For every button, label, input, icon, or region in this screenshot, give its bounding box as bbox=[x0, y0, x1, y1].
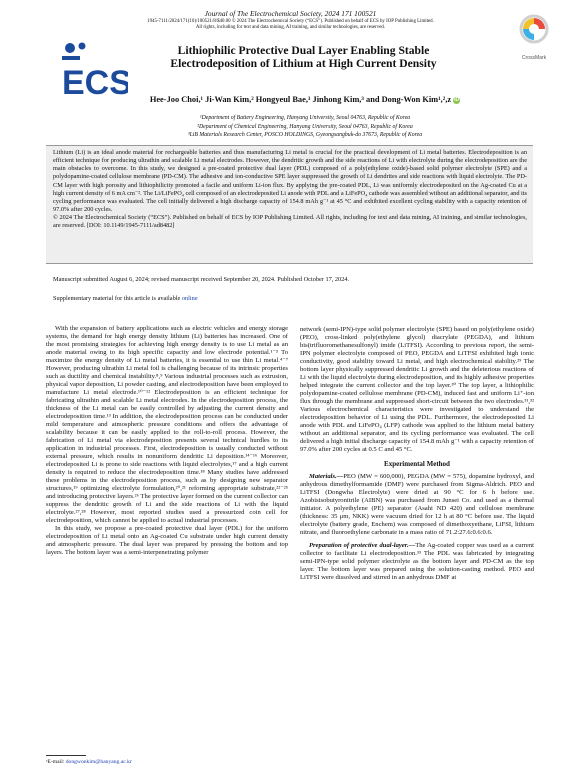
preparation-heading: Preparation of protective dual-layer.— bbox=[309, 542, 416, 550]
orcid-icon[interactable]: iD bbox=[454, 96, 460, 103]
rights-line-1: 1945-7111/2024/171(10)/100521/8/$40.00 © 2024 The Electrochemical Society (“ECS”). Published on behalf of ECS by IOP Publishing Limited. bbox=[147, 19, 434, 24]
intro-paragraph-2: In this study, we propose a pre-coated protective dual layer (PDL) for the uniform electrodeposition of Li metal onto an Ag-coated Cu substrate under high current density and atmospheric pressure. The dual layer was prepared by pressing the bottom and top layers. The bottom layer was a semi-interpenetrating polymer bbox=[46, 525, 288, 557]
author-list bbox=[120, 95, 490, 104]
crossmark-label: CrossMark bbox=[521, 55, 547, 61]
right-column bbox=[300, 326, 534, 582]
supplementary-note bbox=[53, 295, 527, 303]
intro-paragraph-1: With the expansion of battery applications such as electric vehicles and energy storage systems, the demand for high energy density lithium (Li) batteries has increased. One of the most promising strategies for achieving high energy density is to use Li metal as an anode material owing to its high specific capacity and low electrode potential.¹⁻³ To maximize the energy density of Li metal batteries, it is essential to use thin Li metal.⁴⁻⁷ However, producing ultrathin Li metal foil is challenging because of its intrinsic properties such as ductility and chemical instability.⁸,⁹ Various industrial processes such as extrusion, physical vapor deposition, Li powder casting, and electrodeposition have been employed to manufacture Li metal electrode.¹⁰⁻¹² Electrodeposition is an efficient technique for fabricating ultrathin and scalable Li metal electrodes. In the electrodeposition process, the thickness of the Li metal can be easily controlled by adjusting the current density and electrodeposition time.¹³ In addition, the electrodeposition process can be conducted under mild temperature and atmospheric pressure conditions and offers the advantage of scalability because it can be easily applied to the roll-to-roll process. However, the fabrication of Li metal via electrodeposition presents several technical hurdles to its application in industrial processes. First, electrodeposition is usually conducted without external pressure, which results in nonuniform dendritic Li deposition.¹⁴⁻¹⁶ Moreover, electrodeposited Li is prone to side reactions with liquid electrolytes,¹⁷ and a high current density is required to reduce the electrodeposition time.¹⁸ Many studies have addressed these problems in the electrodeposition process, such as by designing new separator structures,¹⁹ optimizing electrolyte formulation,²⁰,²¹ reforming appropriate substrate,²²⁻²⁵ and introducing protective layers.²⁶ The protective layer formed on the current collector can suppress the dendritic growth of Li and the side reactions of Li with the liquid electrolyte.²⁷,²⁸ However, most reported studies used a pressurized coin cell for electrodeposition, which cannot be applied to actual industrial processes. bbox=[46, 325, 288, 525]
materials-text: PEO (MW = 600,000), PEGDA (MW = 575), dopamine hydroxyl, and anhydrous dimethylformamide (DMF) were purchased from Sigma-Aldrich. PEO and LiTFSI (Dongwha Electrolyte) were dried at 90 °C for 6 h before use. Azobisisobutyronitrile (AIBN) was purchased from Junsei Co. and used as a thermal initiator. A polyethylene (PE) separator (Asahi ND 420) and cellulose membrane (thickness: 35 μm, NKK) were vacuum dried for 12 h at 80 °C before use. The liquid electrolyte (battery grade, Enchem) was composed of dimethoxyethane, LiFSI, lithium nitrate, and fluoroethylene carbonate in a mass ratio of 71.2:27.6:0.6:0.6. bbox=[300, 473, 534, 537]
left-column bbox=[46, 325, 288, 557]
rights-line-2: All rights, including for text and data mining, AI training, and similar technologies, are reserved. bbox=[195, 25, 386, 31]
affiliations bbox=[100, 114, 510, 140]
crossmark-icon bbox=[519, 14, 549, 50]
abstract bbox=[53, 149, 527, 230]
article-title bbox=[141, 45, 466, 70]
supplementary-link[interactable]: online bbox=[181, 295, 198, 302]
materials-paragraph bbox=[300, 473, 534, 537]
footnote-rule bbox=[46, 755, 86, 756]
preparation-text: The Ag-coated copper was used as a current collector to facilitate Li electrodeposition.³³ The PDL was fabricated by integrating semi-IPN-type solid polymer electrolyte as the bottom layer and PD-CM as the top layer. The bottom layer was prepared using the solution-casting method. PEO and LiTFSI were dissolved and stirred in an anhydrous DMF at bbox=[300, 542, 534, 582]
journal-line: Journal of The Electrochemical Society, 2024 171 100521 bbox=[204, 9, 377, 18]
rights-notice bbox=[0, 19, 581, 31]
affiliation-1: ¹Department of Battery Engineering, Hanyang University, Seoul 04763, Republic of Korea bbox=[199, 115, 411, 121]
intro-paragraph-3: network (semi-IPN)-type solid polymer electrolyte (SPE) based on poly(ethylene oxide) (PEO), cross-linked poly(ethylene glycol) diacrylate (PEGDA), and lithium bis(trifluoromethanesulfonyl) imide (LiTFSI). According to previous report, the semi-IPN polymer electrolyte composed of PEO, PEGDA and LiTFSI exhibited high ionic conductivity, good stability toward Li metal, and high electrochemical stability.²⁹ The bottom layer physically suppressed dendritic Li growth and the deleterious reactions of Li with the liquid electrolyte during electrodeposition, and its highly adhesive properties helped integrate the current collector and the top layer.³⁰ The top layer, a lithiophilic polydopamine-coated cellulose membrane (PD-CM), induced fast and uniform Li⁺-ion flux through the membrane and suppressed short-circuit between the two electrodes.³¹,³² Various electrochemical characteristics were investigated to understand the electrodeposition behavior of Li using the PDL. Furthermore, the electrodeposited Li anode with PDL and LiFePO₄ (LFP) cathode was applied to the lithium metal battery without an additional separator, and its cycling performance was evaluated. The cell delivered a high initial discharge capacity of 154.8 mAh g⁻¹ with a capacity retention of 97.0% after 200 cycles at 0.5 C and 45 °C. bbox=[300, 326, 534, 454]
email-link[interactable]: dongwonkim@hanyang.ac.kr bbox=[65, 759, 132, 765]
affiliation-3: ³LiB Materials Research Center, POSCO HOLDINGS, Gyeongsangbuk-do 37673, Republic of Korea bbox=[187, 132, 423, 139]
abstract-copyright: © 2024 The Electrochemical Society (“ECS”). Published on behalf of ECS by IOP Publishing Limited. All rights, including for text and data mining, AI training, and similar technologies, are reserved. [DOI: 10.1149/1945-7111/ad8482] bbox=[53, 214, 527, 230]
crossmark-badge[interactable] bbox=[516, 14, 552, 64]
ecs-logo-text: ECS bbox=[62, 64, 128, 102]
journal-citation bbox=[0, 10, 581, 19]
affiliation-2: ²Department of Chemical Engineering, Hanyang University, Seoul 04763, Republic of Korea bbox=[197, 123, 413, 130]
authors-text: Hee-Joo Choi,¹ Ji-Wan Kim,² Hongyeul Bae,³ Jinhong Kim,³ and Dong-Won Kim¹,²,z bbox=[149, 95, 452, 104]
ecs-logo bbox=[60, 42, 128, 102]
section-heading-experimental: Experimental Method bbox=[384, 460, 450, 469]
footnote-label: ᶻE-mail: bbox=[46, 759, 66, 765]
abstract-body: Lithium (Li) is an ideal anode material for rechargeable batteries and thus manufacturing Li metal is crucial for the practical development of Li metal batteries. Electrodeposition is an efficient technique for producing ultrathin and scalable Li metal electrodes. However, the dendritic growth and the side reactions of Li with electrolyte during the electrodeposition are the main obstacles to overcome. In this study, we designed a pre-coated protective dual layer (PDL) composed of a poly(ethylene oxide)-based solid polymer electrolyte (SPE) and a polydopamine-coated cellulose membrane (PD-CM). The adhesive and ion-conductive SPE layer suppressed the growth of Li dendrites and side reactions with liquid electrolyte. The PD-CM layer with high porosity and lithiophilicity promoted a facile and uniform Li-ion flux. By applying the pre-coated PDL, Li was uniformly electrodeposited on the Ag-coated Cu at a high current density of 6 mA cm⁻². The Li/LiFePO₄ cell composed of an electrodeposited Li anode with PDL and a LiFePO₄ cathode was assembled without an additional separator, and its cycling performance was evaluated. The cell initially delivered a high discharge capacity of 154.8 mAh g⁻¹ at 45 °C and exhibited excellent cycling stability with a capacity retention of 97.0% after 200 cycles. bbox=[53, 149, 527, 213]
supplementary-text: Supplementary material for this article is available bbox=[53, 295, 182, 302]
corresponding-author-footnote bbox=[46, 759, 132, 765]
materials-heading: Materials.— bbox=[309, 473, 344, 481]
preparation-paragraph bbox=[300, 542, 534, 582]
title-line-2: Electrodeposition of Lithium at High Current Density bbox=[170, 56, 437, 70]
manuscript-dates: Manuscript submitted August 6, 2024; revised manuscript received September 20, 2024. Published October 17, 2024. bbox=[53, 276, 350, 283]
title-line-1: Lithiophilic Protective Dual Layer Enabling Stable bbox=[177, 44, 430, 57]
